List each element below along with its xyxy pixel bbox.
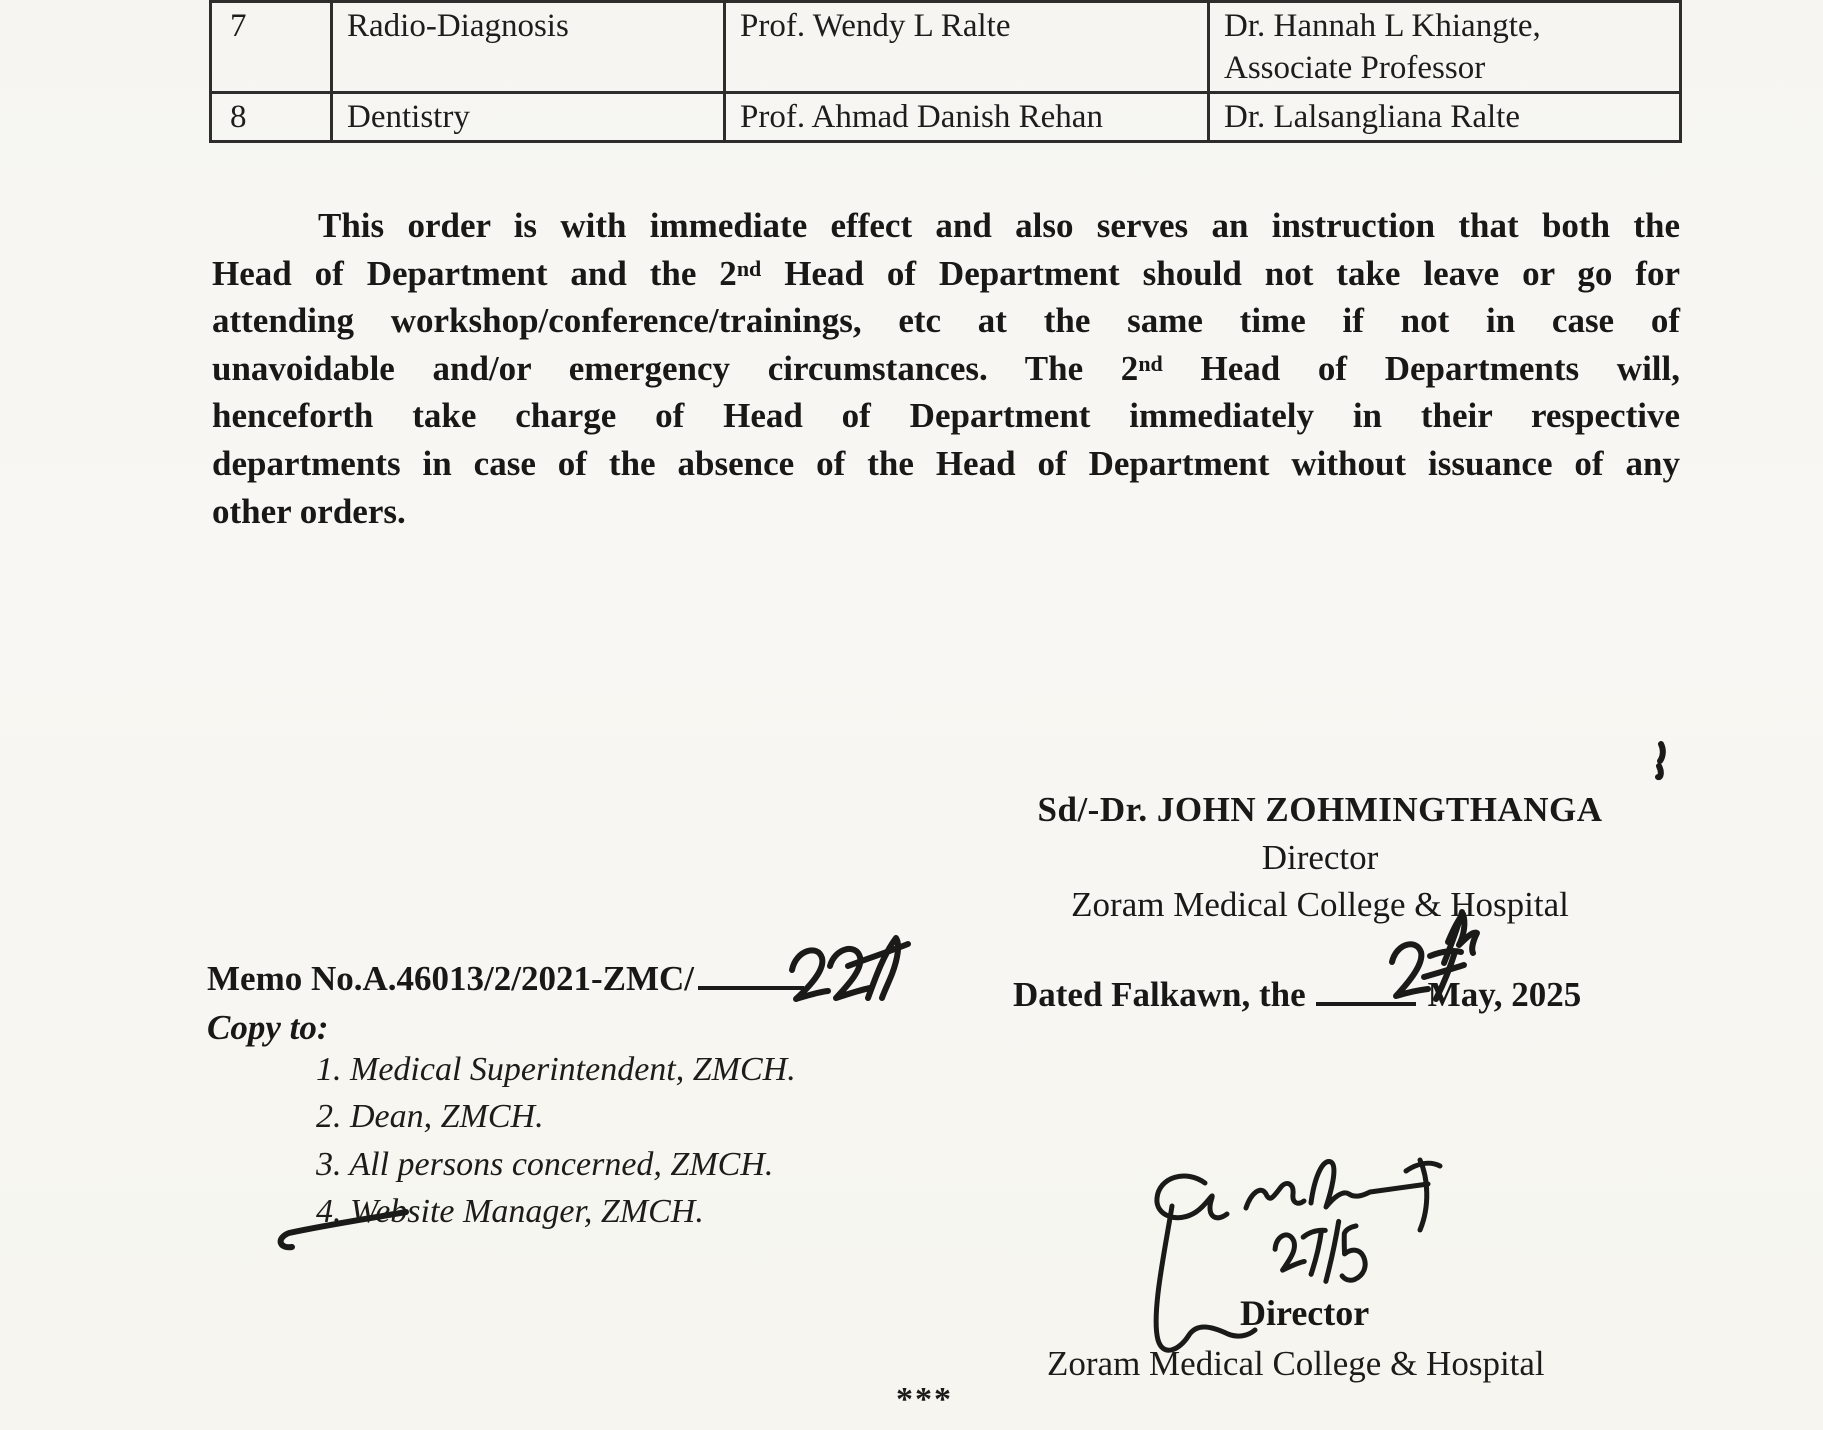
countersign-designation: Director <box>1240 1293 1370 1333</box>
copy-item: 3. All persons concerned, ZMCH. <box>316 1145 774 1183</box>
cell-second-hod <box>1209 2 1681 93</box>
copy-item: 1. Medical Superintendent, ZMCH. <box>316 1051 796 1088</box>
second-hod-line2: Associate Professor <box>1224 50 1486 86</box>
signatory-block <box>1020 786 1620 929</box>
cell-serial: 7 <box>211 2 332 93</box>
cell-department: Radio-Diagnosis <box>332 2 725 93</box>
date-suffix: May, 2025 <box>1427 975 1582 1014</box>
order-paragraph <box>212 202 1680 535</box>
signatory-organization: Zoram Medical College & Hospital <box>1071 885 1569 924</box>
table-row <box>211 2 1681 93</box>
paragraph-line: This order is with immediate effect and also serves an instruction that both the <box>318 206 1680 245</box>
signatory-designation: Director <box>1261 837 1379 877</box>
paragraph-line: unavoidable and/or emergency circumstances. The 2nd Head of Departments will, <box>212 348 1680 388</box>
memo-number-blank <box>698 952 804 990</box>
paragraph-line: attending workshop/conference/trainings, etc at the same time if not in case of <box>212 301 1680 341</box>
copy-item: 2. Dean, ZMCH. <box>316 1098 544 1136</box>
handwritten-signature-date <box>1272 1218 1368 1295</box>
pen-mark <box>1658 744 1663 777</box>
cell-department: Dentistry <box>332 93 725 142</box>
date-prefix: Dated Falkawn, the <box>1013 975 1306 1014</box>
paragraph-line: departments in case of the absence of the Head of Department without issuance of any <box>212 443 1680 483</box>
memo-number-line <box>207 952 804 999</box>
cell-hod: Prof. Wendy L Ralte <box>725 2 1209 93</box>
date-line <box>1013 968 1581 1015</box>
copy-to-label: Copy to: <box>207 1008 329 1047</box>
signed-by: Sd/-Dr. JOHN ZOHMINGTHANGA <box>1037 790 1603 829</box>
countersign-organization: Zoram Medical College & Hospital <box>1047 1344 1545 1383</box>
cell-hod: Prof. Ahmad Danish Rehan <box>725 93 1209 142</box>
paragraph-line: Head of Department and the 2nd Head of Department should not take leave or go for <box>212 253 1680 293</box>
paragraph-line: henceforth take charge of Head of Department immediately in their respective <box>212 396 1680 436</box>
second-hod-line1: Dr. Hannah L Khiangte, <box>1224 8 1541 44</box>
handwritten-memo-number <box>792 938 908 999</box>
copy-to-list <box>316 1046 796 1236</box>
paragraph-line: other orders. <box>212 491 406 531</box>
cell-serial: 8 <box>211 93 332 142</box>
copy-item-struck: 4. Website Manager, ZMCH. <box>316 1193 704 1231</box>
cell-second-hod: Dr. Lalsangliana Ralte <box>1209 93 1681 142</box>
memo-number-label: Memo No.A.46013/2/2021-ZMC/ <box>207 959 695 998</box>
date-day-blank <box>1316 968 1416 1006</box>
footer-separator: *** <box>896 1381 953 1418</box>
department-table <box>209 0 1682 143</box>
table-row <box>211 93 1681 142</box>
